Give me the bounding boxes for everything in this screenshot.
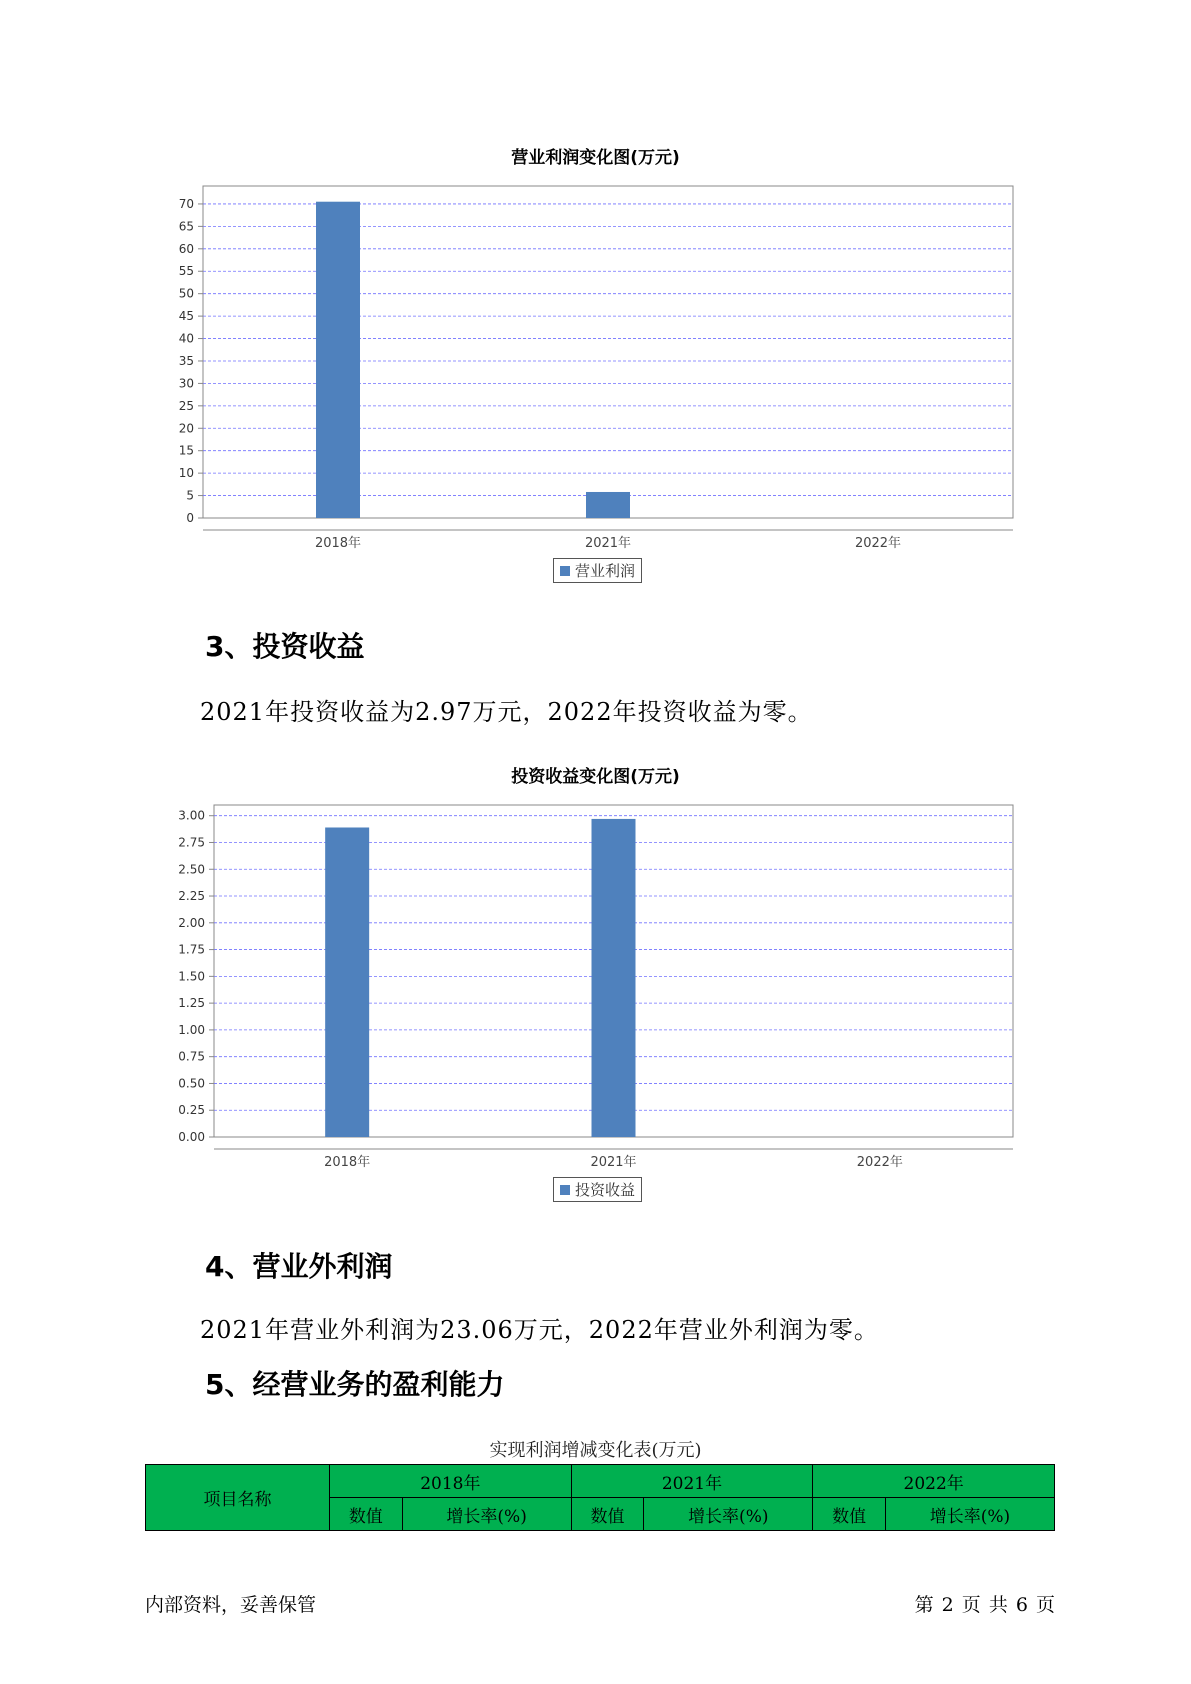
y-tick-label: 3.00 [178,808,205,823]
value-header: 数值 [330,1498,403,1531]
section3-paragraph: 2021年投资收益为2.97万元，2022年投资收益为零。 [200,698,813,726]
y-tick-label: 70 [178,196,194,211]
y-tick-label: 2.25 [178,889,205,904]
section5-heading: 5、经营业务的盈利能力 [205,1368,505,1401]
profit-change-table [145,1464,1055,1531]
y-tick-label: 15 [178,443,194,458]
growth-rate-header: 增长率(%) [644,1498,813,1531]
section4-paragraph: 2021年营业外利润为23.06万元，2022年营业外利润为零。 [200,1316,879,1344]
growth-rate-header: 增长率(%) [885,1498,1054,1531]
item-name-header: 项目名称 [146,1465,330,1531]
growth-rate-header: 增长率(%) [402,1498,571,1531]
chart2-title: 投资收益变化图(万元) [511,767,680,787]
x-tick-label: 2018年 [314,536,362,551]
y-tick-label: 2.75 [178,835,205,850]
y-tick-label: 1.75 [178,942,205,957]
y-tick-label: 40 [178,331,194,346]
y-tick-label: 60 [178,241,194,256]
y-tick-label: 0.00 [178,1130,205,1144]
section3-heading: 3、投资收益 [205,630,365,663]
chart2-legend [553,1177,642,1202]
y-tick-label: 25 [178,398,194,413]
y-tick-label: 35 [178,353,194,368]
y-tick-label: 0 [186,511,194,525]
x-tick-label: 2021年 [584,536,632,551]
legend-swatch-icon [560,1185,570,1195]
y-tick-label: 2.00 [178,915,205,930]
y-tick-label: 0.75 [178,1049,205,1064]
y-tick-label: 45 [178,309,194,324]
y-tick-label: 55 [178,264,194,279]
x-tick-label: 2018年 [324,1155,371,1170]
chart1-legend-label: 营业利润 [575,562,636,580]
footer-confidential-note: 内部资料，妥善保管 [145,1594,317,1616]
year-header: 2021年 [571,1465,813,1498]
y-tick-label: 0.25 [178,1103,205,1118]
y-tick-label: 5 [186,488,194,503]
y-tick-label: 2.50 [178,862,205,877]
value-header: 数值 [571,1498,644,1531]
year-header: 2018年 [330,1465,572,1498]
chart1-title: 营业利润变化图(万元) [511,148,680,168]
y-tick-label: 20 [178,421,194,436]
y-tick-label: 30 [178,376,194,391]
section4-heading: 4、营业外利润 [205,1250,393,1283]
x-tick-label: 2022年 [856,1155,903,1170]
chart2-legend-label: 投资收益 [575,1181,636,1199]
y-tick-label: 1.00 [178,1022,205,1037]
y-tick-label: 10 [178,466,194,481]
y-tick-label: 1.25 [178,996,205,1011]
y-tick-label: 50 [178,286,194,301]
y-tick-label: 1.50 [178,969,205,984]
x-tick-label: 2022年 [854,536,902,551]
x-tick-label: 2021年 [590,1155,637,1170]
table-title: 实现利润增减变化表(万元) [489,1440,702,1461]
bar [592,819,636,1137]
y-tick-label: 0.50 [178,1076,205,1091]
bar [325,827,369,1137]
year-header: 2022年 [813,1465,1055,1498]
page-number: 第 2 页 共 6 页 [914,1594,1056,1616]
value-header: 数值 [813,1498,886,1531]
y-tick-label: 65 [178,219,194,234]
